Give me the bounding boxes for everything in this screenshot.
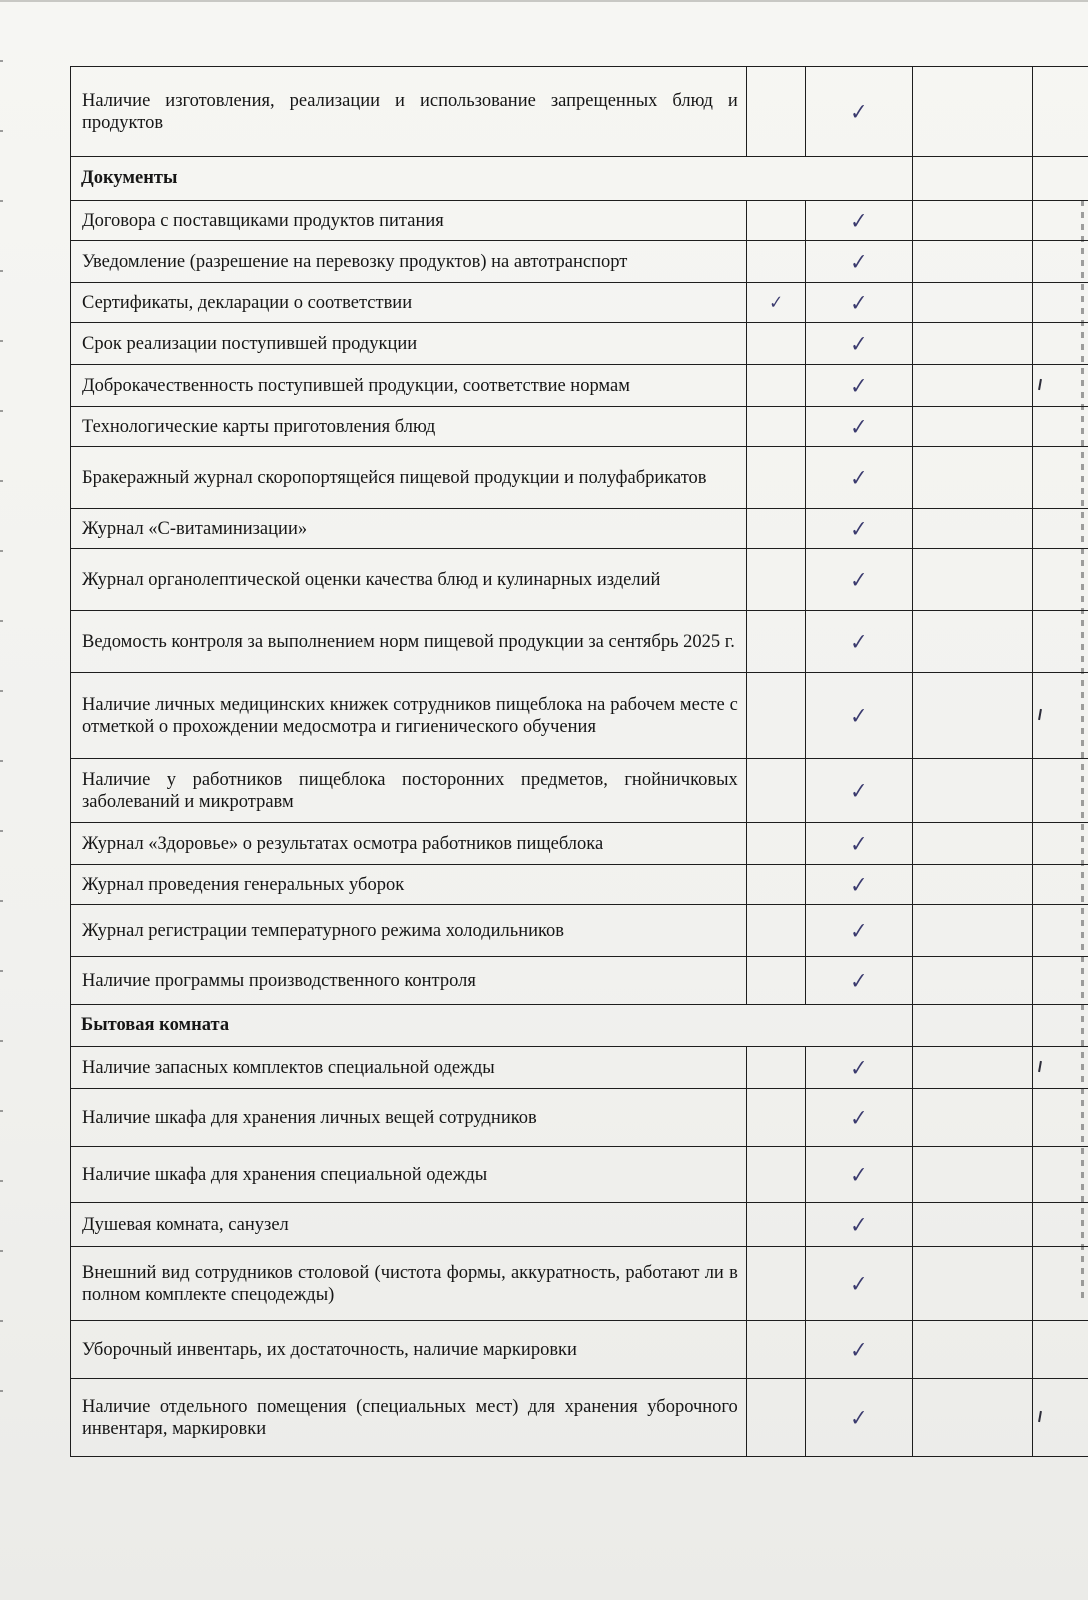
left-margin-marks (0, 60, 3, 1460)
column-4-cell (1033, 1047, 1088, 1089)
column-2-cell (806, 865, 913, 905)
column-3-cell (913, 1203, 1033, 1247)
handwritten-check-mark: ✓ (850, 566, 869, 593)
checklist-item-text: Уборочный инвентарь, их достаточность, наличие маркировки (71, 1321, 747, 1379)
checklist-item-text: Душевая комната, санузел (71, 1203, 747, 1247)
column-3-cell (913, 957, 1033, 1005)
handwritten-check-mark: ✓ (850, 1211, 869, 1238)
column-4-cell (1033, 509, 1088, 549)
column-2-cell (806, 509, 913, 549)
column-2-cell (806, 905, 913, 957)
column-3-cell (913, 1247, 1033, 1321)
column-3-cell (913, 1379, 1033, 1457)
column-4-cell (1033, 905, 1088, 957)
column-4-cell (1033, 549, 1088, 611)
column-4-cell (1033, 611, 1088, 673)
column-3-cell (913, 509, 1033, 549)
column-1-cell (746, 1379, 805, 1457)
handwritten-check-mark: ✓ (850, 917, 869, 944)
column-2-cell (806, 1089, 913, 1147)
checklist-item-text: Сертификаты, декларации о соответствии (71, 283, 747, 323)
column-3-cell (913, 365, 1033, 407)
checklist-row (71, 67, 1088, 157)
column-3-cell (913, 1147, 1033, 1203)
checklist-row (71, 407, 1088, 447)
column-3-cell (913, 323, 1033, 365)
checklist-item-text: Уведомление (разрешение на перевозку продуктов) на автотранспорт (71, 241, 747, 283)
pen-tick-mark (1038, 378, 1042, 389)
checklist-item-text: Наличие программы производственного контроля (71, 957, 747, 1005)
checklist-row (71, 1089, 1088, 1147)
checklist-item-text: Ведомость контроля за выполнением норм пищевой продукции за сентябрь 2025 г. (71, 611, 747, 673)
checklist-item-text: Наличие шкафа для хранения специальной одежды (71, 1147, 747, 1203)
column-2-cell (806, 283, 913, 323)
handwritten-check-mark: ✓ (850, 1270, 869, 1297)
column-1-cell (746, 865, 805, 905)
column-2-cell (806, 67, 913, 157)
checklist-row (71, 1047, 1088, 1089)
column-1-cell (746, 823, 805, 865)
column-2-cell (806, 323, 913, 365)
column-1-cell (746, 509, 805, 549)
column-2-cell (806, 823, 913, 865)
column-2-cell (806, 957, 913, 1005)
column-4-cell (1033, 865, 1088, 905)
checklist-row (71, 1147, 1088, 1203)
column-3-cell (913, 673, 1033, 759)
column-3-cell (913, 865, 1033, 905)
checklist-item-text: Наличие запасных комплектов специальной одежды (71, 1047, 747, 1089)
handwritten-check-mark: ✓ (768, 291, 784, 314)
column-1-cell (746, 201, 805, 241)
checklist-row (71, 865, 1088, 905)
column-2-cell (806, 1047, 913, 1089)
column-3-cell (913, 823, 1033, 865)
column-3-cell (913, 241, 1033, 283)
handwritten-check-mark: ✓ (850, 628, 869, 655)
column-1-cell (746, 323, 805, 365)
checklist-item-text: Наличие личных медицинских книжек сотрудников пищеблока на рабочем месте с отметкой о прохождении медосмотра и гигиенического обучения (71, 673, 747, 759)
column-4-cell (1033, 1089, 1088, 1147)
column-1-cell (746, 673, 805, 759)
column-4-cell (1033, 1321, 1088, 1379)
handwritten-check-mark: ✓ (850, 1104, 869, 1131)
handwritten-check-mark: ✓ (850, 1054, 869, 1081)
column-1-cell (746, 759, 805, 823)
page-top-edge (0, 0, 1088, 2)
column-3-cell (913, 1321, 1033, 1379)
column-2-cell (806, 407, 913, 447)
column-2-cell (806, 241, 913, 283)
checklist-item-text: Внешний вид сотрудников столовой (чистота формы, аккуратность, работают ли в полном комплекте спецодежды) (71, 1247, 747, 1321)
column-4-cell (1033, 1379, 1088, 1457)
checklist-item-text: Журнал «Здоровье» о результатах осмотра работников пищеблока (71, 823, 747, 865)
column-1-cell (746, 1203, 805, 1247)
handwritten-check-mark: ✓ (850, 1404, 869, 1431)
column-4-cell (1033, 957, 1088, 1005)
checklist-item-text: Наличие отдельного помещения (специальных мест) для хранения уборочного инвентаря, маркировки (71, 1379, 747, 1457)
column-3-cell (913, 905, 1033, 957)
pen-tick-mark (1038, 1410, 1042, 1421)
checklist-item-text: Наличие изготовления, реализации и использование запрещенных блюд и продуктов (71, 67, 747, 157)
checklist-item-text: Срок реализации поступившей продукции (71, 323, 747, 365)
checklist-row (71, 1321, 1088, 1379)
column-2-cell (806, 1147, 913, 1203)
column-1-cell (746, 1047, 805, 1089)
column-1-cell (746, 1247, 805, 1321)
checklist-row (71, 365, 1088, 407)
column-1-cell (746, 611, 805, 673)
column-3-cell (913, 549, 1033, 611)
handwritten-check-mark: ✓ (850, 372, 869, 399)
handwritten-check-mark: ✓ (850, 289, 869, 316)
column-1-cell (746, 447, 805, 509)
handwritten-check-mark: ✓ (850, 413, 869, 440)
column-2-cell (806, 447, 913, 509)
column-2-cell (806, 549, 913, 611)
checklist-table (70, 66, 1088, 1457)
section-blank-cell (913, 1005, 1033, 1047)
handwritten-check-mark: ✓ (850, 967, 869, 994)
checklist-item-text: Журнал регистрации температурного режима холодильников (71, 905, 747, 957)
handwritten-check-mark: ✓ (850, 207, 869, 234)
section-title: Документы (71, 157, 913, 201)
column-3-cell (913, 407, 1033, 447)
column-1-cell (746, 67, 805, 157)
checklist-row (71, 823, 1088, 865)
handwritten-check-mark: ✓ (850, 330, 869, 357)
column-4-cell (1033, 283, 1088, 323)
column-4-cell (1033, 1147, 1088, 1203)
checklist-row (71, 673, 1088, 759)
column-1-cell (746, 283, 805, 323)
handwritten-check-mark: ✓ (850, 248, 869, 275)
checklist-row (71, 201, 1088, 241)
handwritten-check-mark: ✓ (850, 830, 869, 857)
checklist-row (71, 1379, 1088, 1457)
column-4-cell (1033, 1203, 1088, 1247)
checklist-row (71, 1203, 1088, 1247)
checklist-row (71, 283, 1088, 323)
column-1-cell (746, 957, 805, 1005)
column-4-cell (1033, 67, 1088, 157)
handwritten-check-mark: ✓ (850, 1336, 869, 1363)
column-2-cell (806, 1203, 913, 1247)
column-4-cell (1033, 823, 1088, 865)
column-4-cell (1033, 241, 1088, 283)
column-4-cell (1033, 673, 1088, 759)
column-2-cell (806, 201, 913, 241)
column-1-cell (746, 365, 805, 407)
column-2-cell (806, 1247, 913, 1321)
handwritten-check-mark: ✓ (850, 464, 869, 491)
column-3-cell (913, 1089, 1033, 1147)
handwritten-check-mark: ✓ (850, 702, 869, 729)
column-1-cell (746, 905, 805, 957)
column-1-cell (746, 1147, 805, 1203)
handwritten-check-mark: ✓ (850, 515, 869, 542)
column-3-cell (913, 447, 1033, 509)
column-3-cell (913, 759, 1033, 823)
column-2-cell (806, 1321, 913, 1379)
column-3-cell (913, 283, 1033, 323)
section-header-row (71, 1005, 1088, 1047)
column-4-cell (1033, 1247, 1088, 1321)
checklist-row (71, 447, 1088, 509)
column-4-cell (1033, 407, 1088, 447)
checklist-item-text: Журнал проведения генеральных уборок (71, 865, 747, 905)
checklist-row (71, 1247, 1088, 1321)
handwritten-check-mark: ✓ (850, 871, 869, 898)
checklist-row (71, 323, 1088, 365)
column-1-cell (746, 241, 805, 283)
column-2-cell (806, 365, 913, 407)
column-4-cell (1033, 447, 1088, 509)
section-blank-cell (1033, 1005, 1088, 1047)
checklist-item-text: Журнал «С-витаминизации» (71, 509, 747, 549)
column-1-cell (746, 407, 805, 447)
column-2-cell (806, 1379, 913, 1457)
checklist-item-text: Журнал органолептической оценки качества блюд и кулинарных изделий (71, 549, 747, 611)
checklist-row (71, 549, 1088, 611)
checklist-row (71, 905, 1088, 957)
checklist-row (71, 509, 1088, 549)
column-3-cell (913, 1047, 1033, 1089)
column-2-cell (806, 611, 913, 673)
checklist-item-text: Доброкачественность поступившей продукции, соответствие нормам (71, 365, 747, 407)
pen-tick-mark (1038, 708, 1042, 719)
column-4-cell (1033, 201, 1088, 241)
column-3-cell (913, 67, 1033, 157)
column-4-cell (1033, 365, 1088, 407)
pen-tick-mark (1038, 1060, 1042, 1071)
section-blank-cell (1033, 157, 1088, 201)
column-1-cell (746, 1089, 805, 1147)
column-3-cell (913, 201, 1033, 241)
handwritten-check-mark: ✓ (850, 777, 869, 804)
column-4-cell (1033, 759, 1088, 823)
checklist-row (71, 759, 1088, 823)
column-2-cell (806, 673, 913, 759)
column-3-cell (913, 611, 1033, 673)
column-1-cell (746, 1321, 805, 1379)
checklist-row (71, 611, 1088, 673)
checklist-row (71, 241, 1088, 283)
handwritten-check-mark: ✓ (850, 98, 869, 125)
checklist-item-text: Договора с поставщиками продуктов питания (71, 201, 747, 241)
section-blank-cell (913, 157, 1033, 201)
checklist-row (71, 957, 1088, 1005)
checklist-body (71, 67, 1088, 1457)
section-header-row (71, 157, 1088, 201)
column-2-cell (806, 759, 913, 823)
checklist-item-text: Технологические карты приготовления блюд (71, 407, 747, 447)
column-4-cell (1033, 323, 1088, 365)
column-1-cell (746, 549, 805, 611)
checklist-item-text: Наличие у работников пищеблока посторонних предметов, гнойничковых заболеваний и микротравм (71, 759, 747, 823)
section-title: Бытовая комната (71, 1005, 913, 1047)
checklist-item-text: Бракеражный журнал скоропортящейся пищевой продукции и полуфабрикатов (71, 447, 747, 509)
checklist-item-text: Наличие шкафа для хранения личных вещей сотрудников (71, 1089, 747, 1147)
handwritten-check-mark: ✓ (850, 1161, 869, 1188)
